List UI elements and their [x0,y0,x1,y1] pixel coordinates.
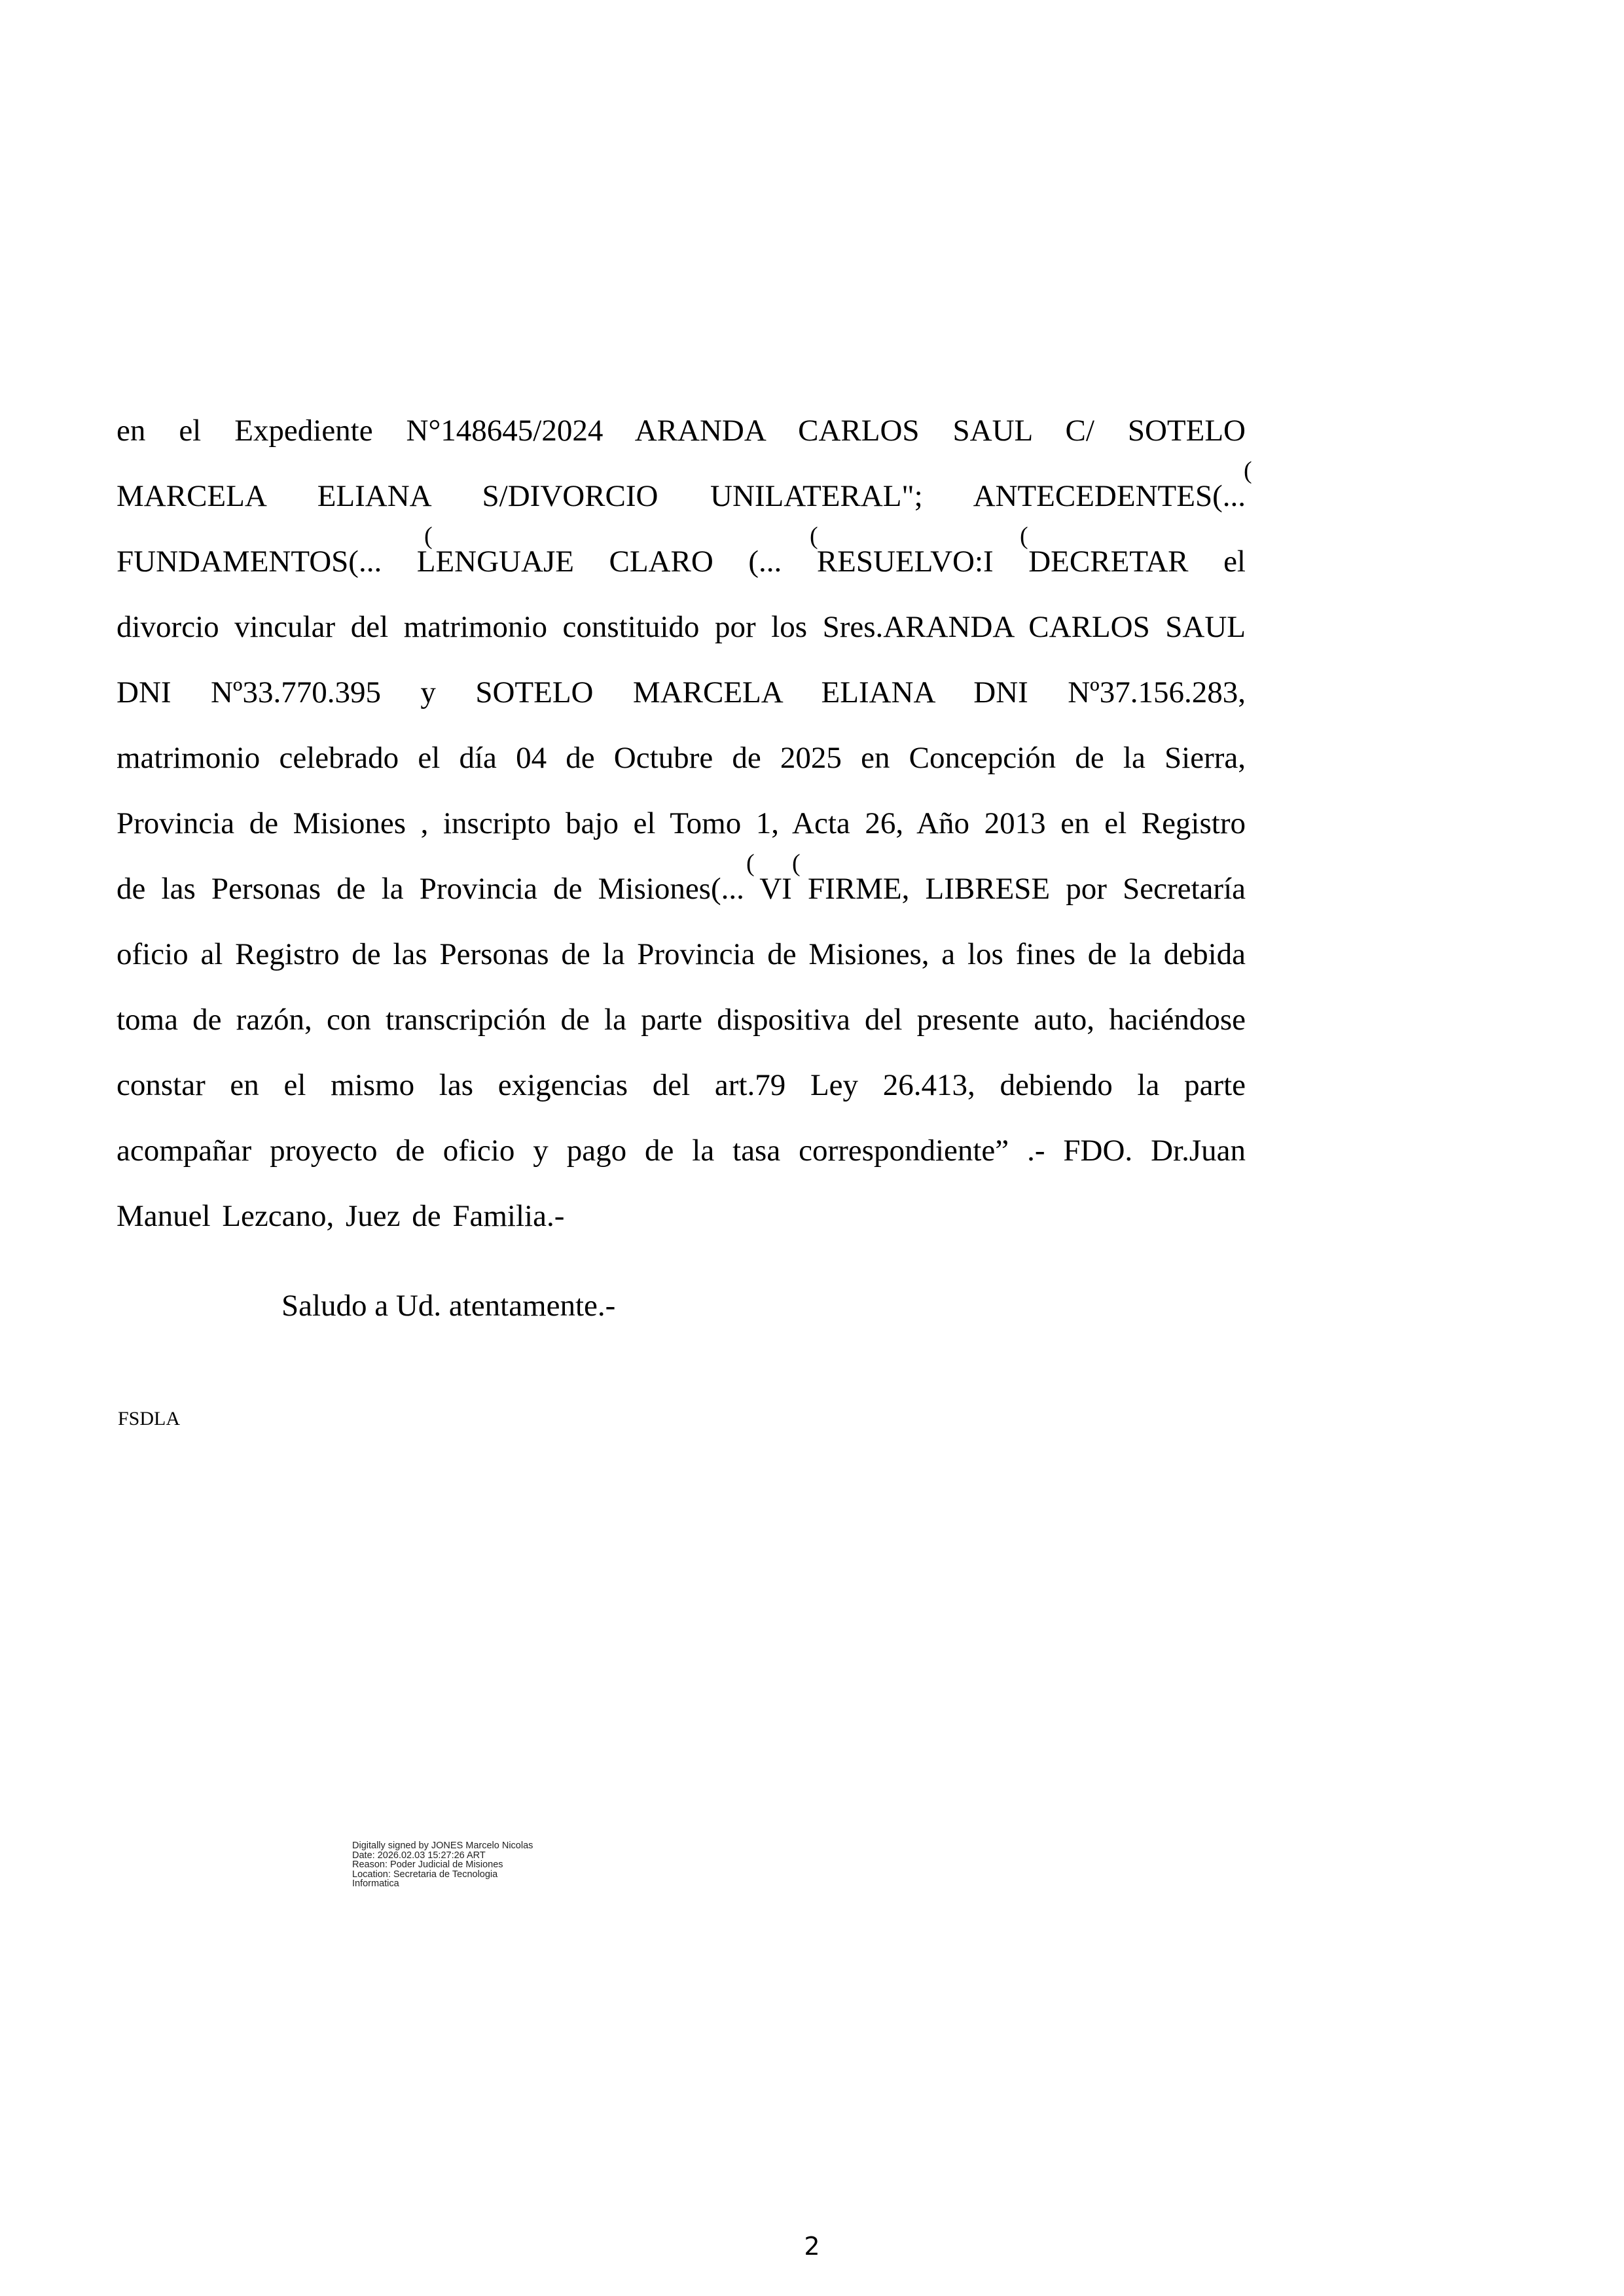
paren-mark: ( [1244,457,1252,484]
typist-initials: FSDLA [118,1408,181,1429]
body-line-3: FUNDAMENTOS(... LENGUAJE CLARO (... RESUELVO:I DECRETAR el [117,545,1246,579]
paren-mark: ( [424,522,433,550]
body-line-6: matrimonio celebrado el día 04 de Octubre de 2025 en Concepción de la Sierra, [117,741,1246,775]
body-line-13: Manuel Lezcano, Juez de Familia.- [117,1199,565,1233]
body-line-5: DNI Nº33.770.395 y SOTELO MARCELA ELIANA DNI Nº37.156.283, [117,675,1246,709]
body-text [117,398,1246,1249]
body-line-12: acompañar proyecto de oficio y pago de la tasa correspondiente” .- FDO. Dr.Juan [117,1134,1246,1168]
body-line-2: MARCELA ELIANA S/DIVORCIO UNILATERAL"; ANTECEDENTES(... [117,479,1246,513]
paren-mark: ( [810,522,818,550]
signature-line: Digitally signed by JONES Marcelo Nicolas [352,1840,533,1851]
signature-line: Informatica [352,1878,399,1889]
body-line-8: de las Personas de la Provincia de Misiones(... VI FIRME, LIBRESE por Secretaría [117,872,1246,906]
signature-line: Date: 2026.02.03 15:27:26 ART [352,1850,486,1861]
body-line-4: divorcio vincular del matrimonio constituido por los Sres.ARANDA CARLOS SAUL [117,610,1246,644]
body-line-11: constar en el mismo las exigencias del art.79 Ley 26.413, debiendo la parte [117,1068,1246,1102]
signature-line: Location: Secretaria de Tecnologia [352,1869,498,1880]
body-line-1: en el Expediente N°148645/2024 ARANDA CARLOS SAUL C/ SOTELO [117,414,1246,448]
signature-line: Reason: Poder Judicial de Misiones [352,1859,503,1870]
paren-mark: ( [746,850,755,877]
body-line-10: toma de razón, con transcripción de la parte dispositiva del presente auto, haciéndose [117,1003,1246,1037]
salutation: Saludo a Ud. atentamente.- [281,1289,616,1323]
body-line-9: oficio al Registro de las Personas de la Provincia de Misiones, a los fines de la debida [117,937,1246,971]
paren-mark: ( [1020,522,1028,550]
digital-signature-block [352,1841,533,1889]
body-line-7: Provincia de Misiones , inscripto bajo el Tomo 1, Acta 26, Año 2013 en el Registro [117,806,1246,840]
paren-mark: ( [792,850,801,877]
page-number: 2 [804,2232,820,2261]
